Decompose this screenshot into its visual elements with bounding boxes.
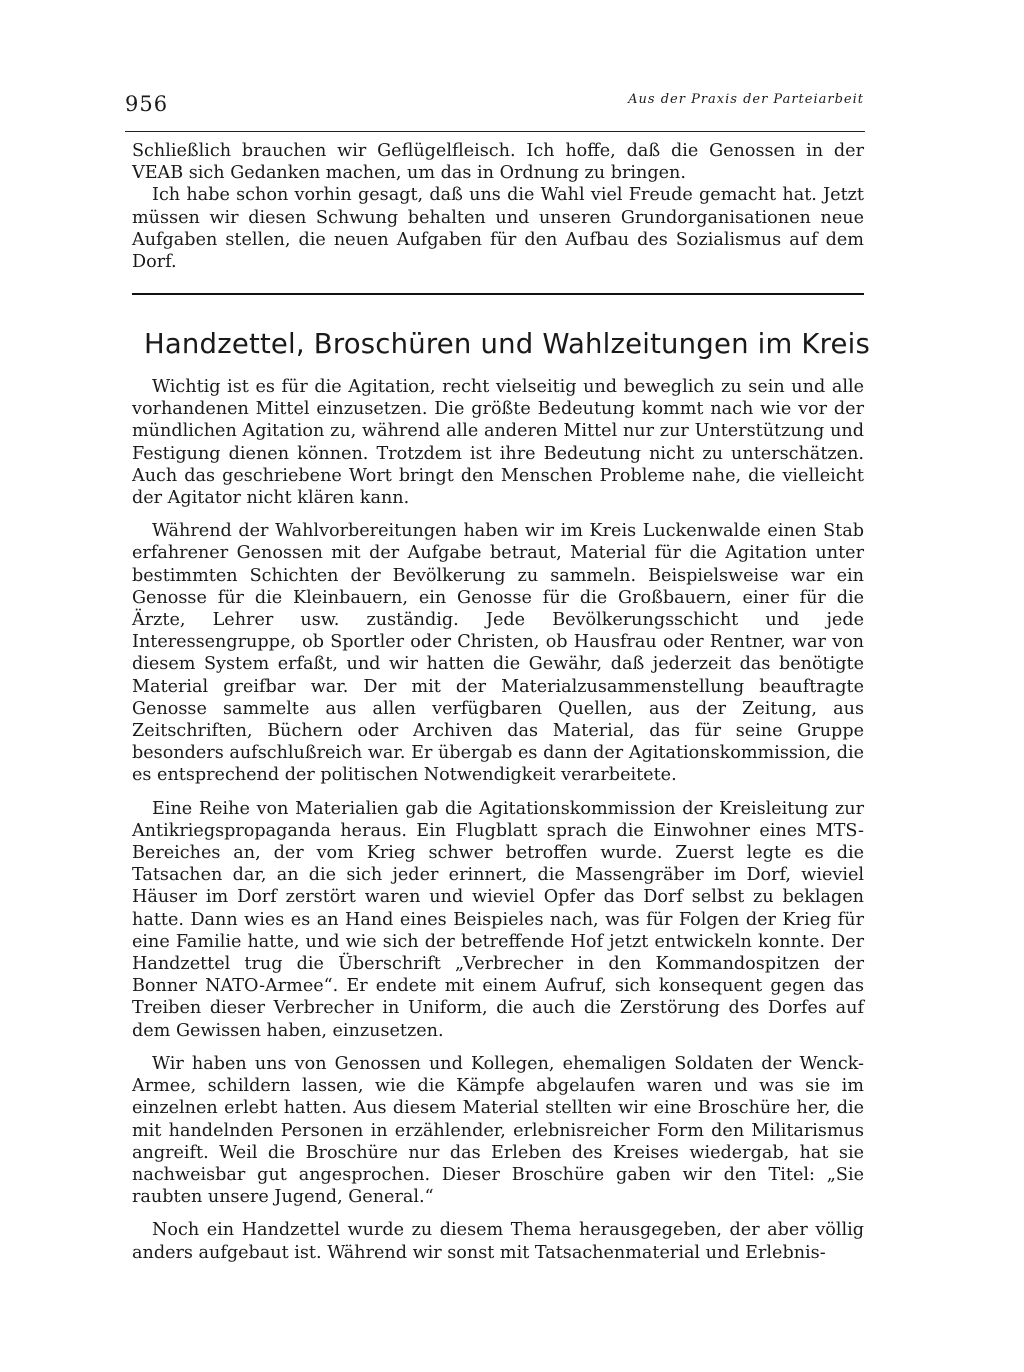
section-title: Handzettel, Broschüren und Wahlzeitungen im Kreis <box>144 328 871 360</box>
header-rule <box>125 131 865 132</box>
page-number: 956 <box>125 92 169 116</box>
section-body <box>132 376 864 1264</box>
paragraph: Schließlich brauchen wir Geflügelfleisch. Ich hoffe, daß die Genossen in der VEAB sich Gedanken machen, um das in Ordnung zu bringen. <box>132 141 864 184</box>
paragraph: Während der Wahlvorbereitungen haben wir im Kreis Luckenwalde einen Stab erfahrener Genossen mit der Aufgabe betraut, Material für die Agitation unter bestimmten Schichten der Bevölkerung zu sammeln. Beispielsweise war ein Genosse für die Kleinbauern, ein Genosse für die Großbauern, einer für die Ärzte, Lehrer usw. zuständig. Jede Bevölkerungsschicht und jede Interessengruppe, ob Sportler oder Christen, ob Hausfrau oder Rentner, war von diesem System erfaßt, und wir hatten die Gewähr, daß jederzeit das benötigte Material greifbar war. Der mit der Materialzusammenstellung beauftragte Genosse sammelte aus allen verfügbaren Quellen, aus der Zeitung, aus Zeitschriften, Büchern oder Archiven das Material, das für seine Gruppe besonders aufschlußreich war. Er übergab es dann der Agitationskommission, die es entsprechend der politischen Notwendigkeit verarbeitete. <box>132 521 864 786</box>
paragraph: Ich habe schon vorhin gesagt, daß uns die Wahl viel Freude gemacht hat. Jetzt müssen wir diesen Schwung behalten und unseren Grundorganisationen neue Aufgaben stellen, die neuen Aufgaben für den Aufbau des Sozialismus auf dem Dorf. <box>132 185 864 273</box>
paragraph: Eine Reihe von Materialien gab die Agitationskommission der Kreisleitung zur Antikriegspropaganda heraus. Ein Flugblatt sprach die Einwohner eines MTS-Bereiches an, der vom Krieg schwer betroffen wurde. Zuerst legte es die Tatsachen dar, an die sich jeder erinnert, die Massengräber im Dorf, wieviel Häuser im Dorf zerstört waren und wieviel Opfer das Dorf selbst zu beklagen hatte. Dann wies es an Hand eines Beispieles nach, was für Folgen der Krieg für eine Familie hatte, und wie sich der betreffende Hof jetzt entwickeln konnte. Der Handzettel trug die Überschrift „Verbrecher in den Kommandospitzen der Bonner NATO-Armee“. Er endete mit einem Aufruf, sich konsequent gegen das Treiben dieser Verbrecher in Uniform, die auch die Zerstörung des Dorfes auf dem Gewissen haben, einzusetzen. <box>132 798 864 1041</box>
paragraph: Wichtig ist es für die Agitation, recht vielseitig und beweglich zu sein und alle vorhandenen Mittel einzusetzen. Die größte Bedeutung kommt nach wie vor der mündlichen Agitation zu, während alle anderen Mittel nur zur Unterstützung und Festigung dienen können. Trotzdem ist ihre Bedeutung nicht zu unterschätzen. Auch das geschriebene Wort bringt den Menschen Probleme nahe, die vielleicht der Agitator nicht klären kann. <box>132 377 864 509</box>
paragraph: Noch ein Handzettel wurde zu diesem Thema herausgegeben, der aber völlig anders aufgebaut ist. Während wir sonst mit Tatsachenmaterial und Erlebnis- <box>132 1220 864 1263</box>
running-header: Aus der Praxis der Parteiarbeit <box>628 92 864 107</box>
section-divider <box>132 293 864 295</box>
paragraph: Wir haben uns von Genossen und Kollegen, ehemaligen Soldaten der Wenck-Armee, schildern lassen, wie die Kämpfe abgelaufen waren und was sie im einzelnen erlebt hatten. Aus diesem Material stellten wir eine Broschüre her, die mit handelnden Personen in erzählender, erlebnisreicher Form den Militarismus angreift. Weil die Broschüre nur das Erleben des Kreises wiedergab, hat sie nachweisbar gut angesprochen. Dieser Broschüre gaben wir den Titel: „Sie raubten unsere Jugend, General.“ <box>132 1053 864 1208</box>
top-text-block <box>132 140 864 273</box>
